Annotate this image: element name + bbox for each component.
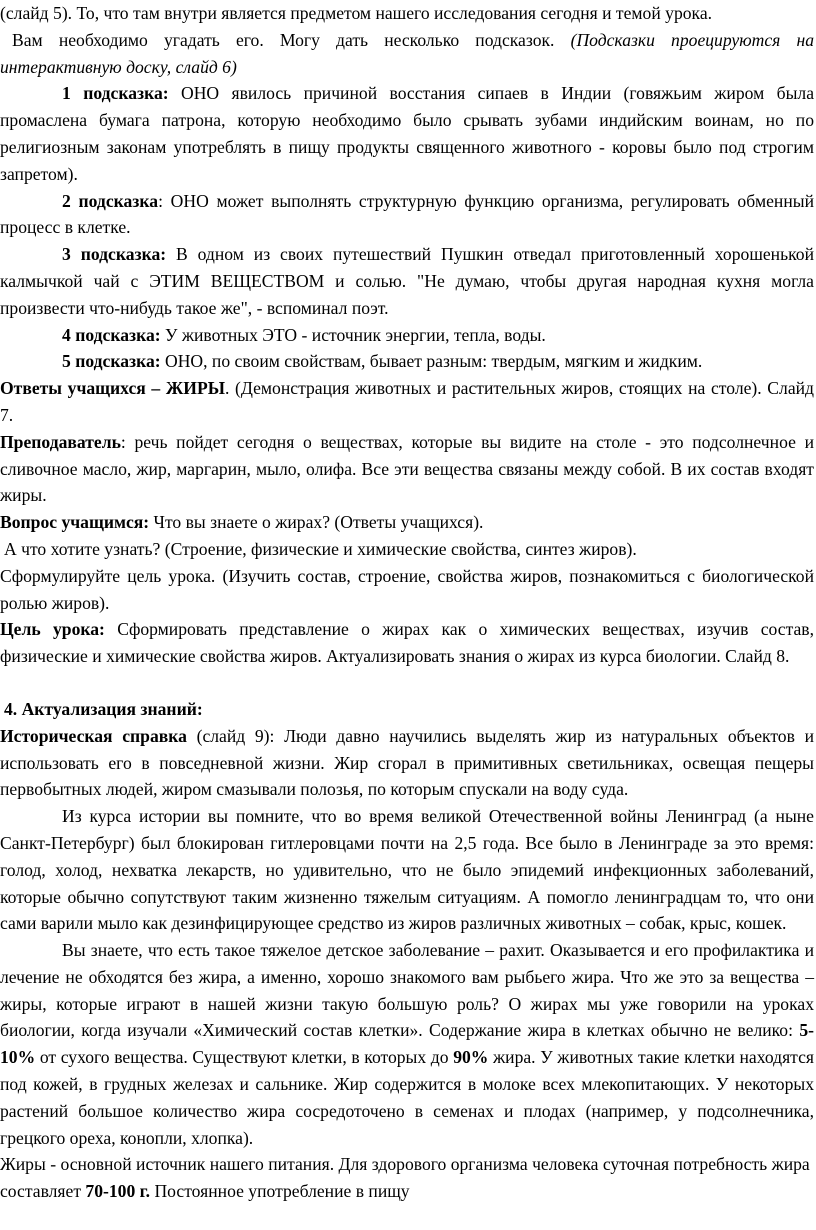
- paragraph-formulate: [0, 563, 814, 617]
- paragraph-rickets: [0, 937, 814, 1151]
- section-heading: 4. Актуализация знаний:: [4, 698, 203, 719]
- paragraph-guess: [0, 27, 814, 81]
- hint-5-label: 5 подсказка:: [62, 351, 161, 372]
- want-text: А что хотите узнать? (Строение, физические и химические свойства, синтез жиров).: [4, 538, 637, 559]
- hint-5-text: ОНО, по своим свойствам, бывает разным: твердым, мягким и жидким.: [160, 351, 703, 372]
- nutrition-text-c: Постоянное употребление в пищу: [150, 1181, 410, 1202]
- question-text: Что вы знаете о жирах? (Ответы учащихся).: [149, 512, 484, 533]
- hint-4-label: 4 подсказка:: [62, 324, 161, 345]
- paragraph-goal: [0, 616, 814, 670]
- nutrition-amount: 70-100 г.: [85, 1181, 151, 1202]
- hint-1-label: 1 подсказка:: [62, 83, 169, 104]
- hint-4-text: У животных ЭТО - источник энергии, тепла, воды.: [160, 324, 546, 345]
- rickets-percent-1: 5-10%: [0, 1020, 814, 1068]
- paragraph-leningrad: [0, 803, 814, 937]
- hint-2-text: : ОНО может выполнять структурную функцию организма, регулировать обменный процесс в клетке.: [0, 190, 814, 238]
- text-guess: Вам необходимо угадать его. Могу дать несколько подсказок.: [12, 29, 571, 50]
- teacher-label: Преподаватель: [0, 431, 121, 452]
- answer-text: . (Демонстрация животных и растительных жиров, стоящих на столе). Слайд 7.: [0, 378, 814, 425]
- paragraph-want: [0, 536, 814, 563]
- paragraph-nutrition: [0, 1151, 814, 1205]
- hint-5: [0, 348, 814, 375]
- goal-text: Сформировать представление о жирах как о химических веществах, изучив состав, физические и химические свойства жиров. Актуализировать знания о жирах из курса биологии. Слайд 8.: [0, 619, 814, 667]
- history-text: (слайд 9): Люди давно научились выделять жир из натуральных объектов и использовать его в повседневной жизни. Жир сгорал в примитивных светильниках, освещая пещеры первобытных людей, жиром смазывали полозья, по которым спускали на воду суда.: [0, 725, 814, 800]
- blank-line: [0, 670, 814, 696]
- paragraph-slide5: [0, 0, 814, 27]
- formulate-text: Сформулируйте цель урока. (Изучить состав, строение, свойства жиров, познакомиться с биологической ролью жиров).: [0, 565, 814, 613]
- nutrition-text-a: Жиры - основной источник нашего питания. Для здорового организма человека суточная потребность жира составляет: [0, 1154, 810, 1202]
- hint-2: [0, 188, 814, 242]
- text-slide5: (слайд 5). То, что там внутри является предметом нашего исследования сегодня и темой урока.: [0, 3, 713, 23]
- paragraph-history: [0, 723, 814, 803]
- hint-2-label: 2 подсказка: [62, 190, 159, 211]
- hint-3-text: В одном из своих путешествий Пушкин отведал приготовленный хорошенькой калмычкой чай с ЭТИМ ВЕЩЕСТВОМ и солью. "Не думаю, чтобы другая народная кухня могла произвести что-нибудь такое же", - вспоминал поэт.: [0, 244, 814, 318]
- paragraph-teacher: [0, 429, 814, 509]
- hint-4: [0, 322, 814, 349]
- rickets-text-d: жира. У животных такие клетки находятся под кожей, в грудных железах и сальнике. Жир содержится в молоке всех млекопитающих. У некоторых растений большое количество жира сосредоточено в семенах и плодах (например, у подсолнечника, грецкого ореха, конопли, хлопка).: [0, 1047, 814, 1148]
- leningrad-text: Из курса истории вы помните, что во время великой Отечественной войны Ленинград (а ныне Санкт-Петербург) был блокирован гитлеровцами почти на 2,5 года. Все было в Ленинграде за это время: голод, холод, нехватка лекарств, но удивительно, что не было эпидемий инфекционных заболеваний, которые обычно сопутствуют таким жизненно тяжелым ситуациям. А помогло ленинградцам то, что они сами варили мыло как дезинфицирующее средство из жиров различных животных – собак, крыс, кошек.: [0, 806, 814, 934]
- hint-3: [0, 241, 814, 321]
- hint-3-label: 3 подсказка:: [62, 244, 167, 265]
- hint-1: [0, 80, 814, 187]
- rickets-text-a: Вы знаете, что есть такое тяжелое детское заболевание – рахит. Оказывается и его профилактика и лечение не обходятся без жира, а именно, хорошо знакомого вам рыбьего жира. Что же это за вещества – жиры, которые играют в нашей жизни такую большую роль? О жирах мы уже говорили на уроках биологии, когда изучали «Химический состав клетки». Содержание жира в клетках обычно не велико:: [0, 940, 814, 1041]
- rickets-text-c: от сухого вещества. Существуют клетки, в которых до: [35, 1047, 454, 1068]
- teacher-text: : речь пойдет сегодня о веществах, которые вы видите на столе - это подсолнечное и сливочное масло, жир, маргарин, мыло, олифа. Все эти вещества связаны между собой. В их состав входят жиры.: [0, 431, 814, 506]
- history-label: Историческая справка: [0, 725, 187, 746]
- paragraph-answer: [0, 375, 814, 429]
- question-label: Вопрос учащимся:: [0, 512, 150, 533]
- goal-label: Цель урока:: [0, 619, 105, 640]
- answer-label: Ответы учащихся – ЖИРЫ: [0, 378, 225, 399]
- hint-1-text: ОНО явилось причиной восстания сипаев в Индии (говяжьим жиром была промаслена бумага патрона, которую необходимо было срывать зубами индийским воинам, но по религиозным законам употреблять в пищу продукты священного животного - коровы было под строгим запретом).: [0, 83, 814, 184]
- paragraph-question: [0, 509, 814, 536]
- text-guess-italic: (Подсказки проецируются на интерактивную доску, слайд 6): [0, 29, 814, 77]
- rickets-percent-2: 90%: [453, 1047, 489, 1068]
